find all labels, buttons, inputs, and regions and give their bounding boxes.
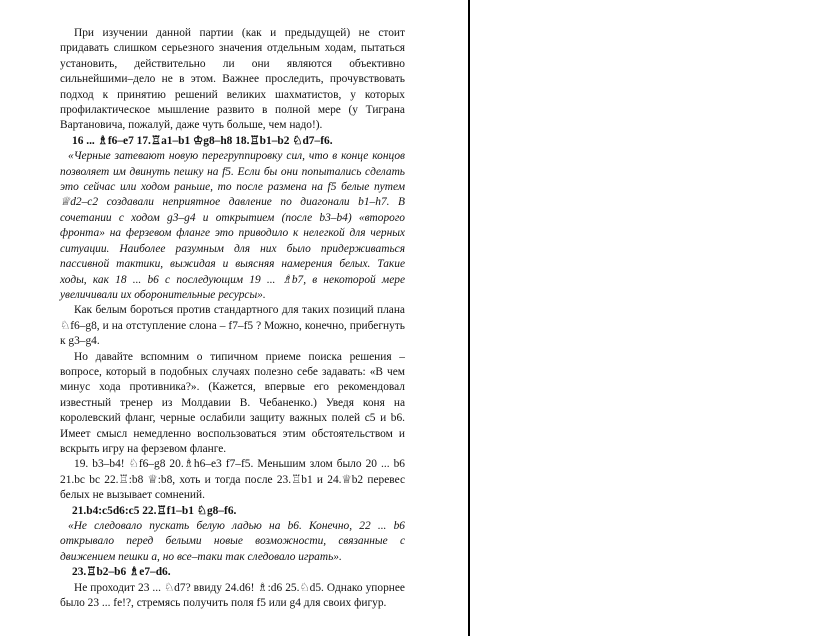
page-text: [60, 26, 405, 611]
move-23: 23.♖b2–b6 ♗e7–d6.: [72, 566, 171, 579]
plan-paragraph: Как белым бороться против стандартного для таких позиций плана ♘f6–g8, и на отступление слона – f7–f5 ? Можно, конечно, прибегнуть к g3–g4.: [60, 304, 405, 348]
method-paragraph: Но давайте вспомним о типичном приеме поиска решения – вопросе, который в подобных случаях полезно себе задавать: «В чем минус хода противника?». (Кажется, впервые его рекомендовал известный тренер из Молдавии В. Чебаненко.) Уведя коня на королевский фланг, черные ослабили защиту важных полей c5 и b6. Имеет смысл немедленно воспользоваться этим обстоятельством и вскрыть игру на ферзевом фланге.: [60, 350, 405, 455]
final-paragraph: Не проходит 23 ... ♘d7? ввиду 24.d6! ♗:d6 25.♘d5. Однако упорнее было 23 ... fe!?, стремясь получить поля f5 или g4 для своих фигур.: [60, 581, 405, 610]
blank-area: [470, 0, 819, 636]
intro-paragraph: При изучении данной партии (как и предыдущей) не стоит придавать слишком серьезного значения отдельным ходам, пытаться установить, действительно ли они являются объективно сильнейшими–дело не в этом. Важнее проследить, прочувствовать подход к принятию решений великих шахматистов, у которых профилактическое мышление развито в полной мере (у Тиграна Вартановича, пожалуй, даже чуть больше, чем надо!).: [60, 27, 405, 132]
moves-19-20-paragraph: 19. b3–b4! ♘f6–g8 20.♗h6–e3 f7–f5. Меньшим злом было 20 ... b6 21.bc bc 22.♖:b8 ♕:b8, хоть и тогда после 23.♖b1 и 24.♕b2 перевес белых не вызывает сомнений.: [60, 458, 405, 502]
quoted-comment-1: «Черные затевают новую перегруппировку сил, что в конце концов позволяет им двинуть пешку на f5. Если бы они попытались сделать это сейчас или ходом раньше, то после размена на f5 белые путем ♕d2–c2 создавали неприятное давление по диагонали b1–h7. В сочетании с ходом g3–g4 и открытием (после b3–b4) «второго фронта» на ферзевом фланге это приводило к нелегкой для черных ситуации. Наиболее разумным для них было придерживаться пассивной тактики, выжидая и выясняя намерения белых. Такие ходы, как 18 ... b6 с последующим 19 ... ♗b7, в некоторой мере увеличивали их оборонительные ресурсы».: [60, 150, 405, 301]
quoted-comment-2: «Не следовало пускать белую ладью на b6. Конечно, 22 ... b6 открывало перед белыми новые возможности, связанные с движением пешки a, но все–таки так следовало играть».: [60, 520, 405, 563]
moves-21-22: 21.b4:c5d6:c5 22.♖f1–b1 ♘g8–f6.: [72, 504, 237, 517]
moves-16-18: 16 ... ♗f6–e7 17.♖a1–b1 ♔g8–h8 18.♖b1–b2 ♘d7–f6.: [72, 134, 333, 147]
